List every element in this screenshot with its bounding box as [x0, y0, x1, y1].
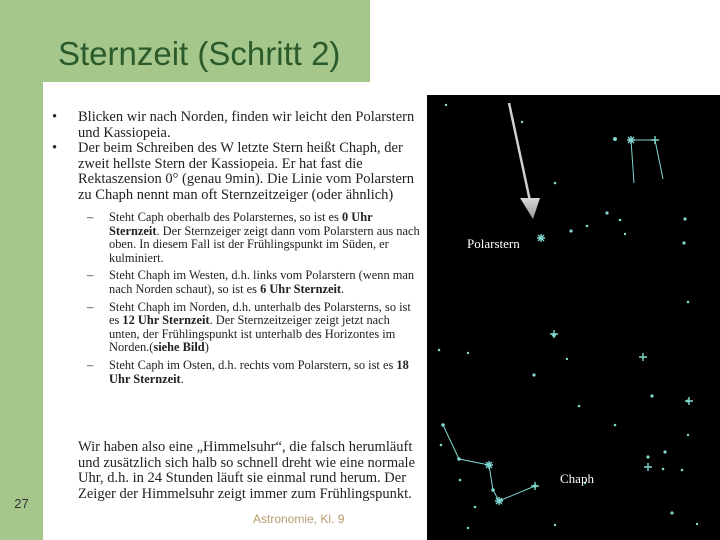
dash-icon: –	[87, 299, 94, 314]
sub-bullet-text: Steht Chaph im Westen, d.h. links vom Polarstern (wenn man nach Norden schaut), so ist es	[109, 268, 415, 296]
pointer-arrowhead-icon	[520, 198, 540, 219]
sub-bullet-text: .	[180, 371, 184, 386]
polaris-label: Polarstern	[467, 236, 520, 251]
bright-stars	[485, 136, 693, 505]
sub-bullet-text: Steht Caph oberhalb des Polarsternes, so ist es	[109, 210, 342, 224]
constellation-lines-top	[631, 140, 663, 183]
sub-bullet-list	[50, 211, 420, 386]
sub-bullet-emphasis: 12 Uhr Sternzeit	[122, 313, 210, 328]
bullet-text: Blicken wir nach Norden, finden wir leicht den Polarstern und Kassiopeia.	[78, 109, 415, 141]
sub-bullet-item	[50, 211, 420, 265]
sub-bullet-text: Steht Caph im Osten, d.h. rechts vom Polarstern, so ist es	[109, 357, 397, 372]
bullet-dot-icon: •	[52, 140, 58, 156]
summary-paragraph: Wir haben also eine „Himmelsuhr“, die falsch herumläuft und zusätzlich sich halb so schnell dreht wie eine normale Uhr, d.h. in 24 Stunden läuft sie einmal rund herum. Der Zeiger der Himmelsuhr zeigt immer zum Frühlingspunkt.	[78, 439, 416, 502]
bullet-dot-icon: •	[52, 109, 58, 125]
dash-icon: –	[87, 210, 94, 224]
slide-title: Sternzeit (Schritt 2)	[58, 35, 341, 72]
dash-icon: –	[87, 268, 94, 283]
sub-bullet-emphasis: 0 Uhr Sternzeit	[109, 210, 373, 238]
sub-bullet-text: Steht Chaph im Norden, d.h. unterhalb des Polarsterns, so ist es	[109, 299, 411, 328]
sub-bullet-item	[50, 269, 420, 296]
sub-bullet-text: . Der Sternzeitzeiger zeigt jetzt nach unten, der Frühlingspunkt ist unterhalb des Horizontes im Norden.(	[109, 313, 396, 355]
caph-label: Chaph	[560, 471, 594, 486]
sidebar-accent-band	[0, 0, 43, 540]
pointer-line	[509, 103, 530, 201]
sub-bullet-item	[50, 301, 420, 355]
title-divider	[43, 82, 423, 84]
slide-number: 27	[14, 496, 29, 511]
sub-bullet-item	[50, 359, 420, 386]
bullet-item	[50, 110, 420, 141]
sub-bullet-text: .	[341, 281, 345, 296]
sub-bullet-emphasis: 18 Uhr Sternzeit	[109, 357, 409, 386]
dash-icon: –	[87, 357, 94, 372]
bullet-list	[50, 110, 420, 390]
bullet-text: Der beim Schreiben des W letzte Stern heißt Chaph, der zweit hellste Stern der Kassiopeia. Er hat fast die Rektaszension 0° (genau 9min). Die Linie vom Polarstern zu Chaph nennt man oft Sternzeitzeiger (oder ähnlich)	[78, 140, 414, 203]
sub-bullet-emphasis: siehe Bild	[153, 340, 205, 355]
star-map	[427, 95, 720, 540]
sub-bullet-text: . Der Sternzeiger zeigt dann vom Polarstern aus nach oben. In diesem Fall ist der Frühlingspunkt im Süden, er kulminiert.	[109, 223, 420, 265]
stars	[438, 104, 698, 529]
slide-footer: Astronomie, Kl. 9	[253, 512, 345, 526]
sub-bullet-text: )	[204, 340, 209, 355]
bullet-item	[50, 141, 420, 203]
sub-bullet-emphasis: 6 Uhr Sternzeit	[260, 281, 342, 296]
